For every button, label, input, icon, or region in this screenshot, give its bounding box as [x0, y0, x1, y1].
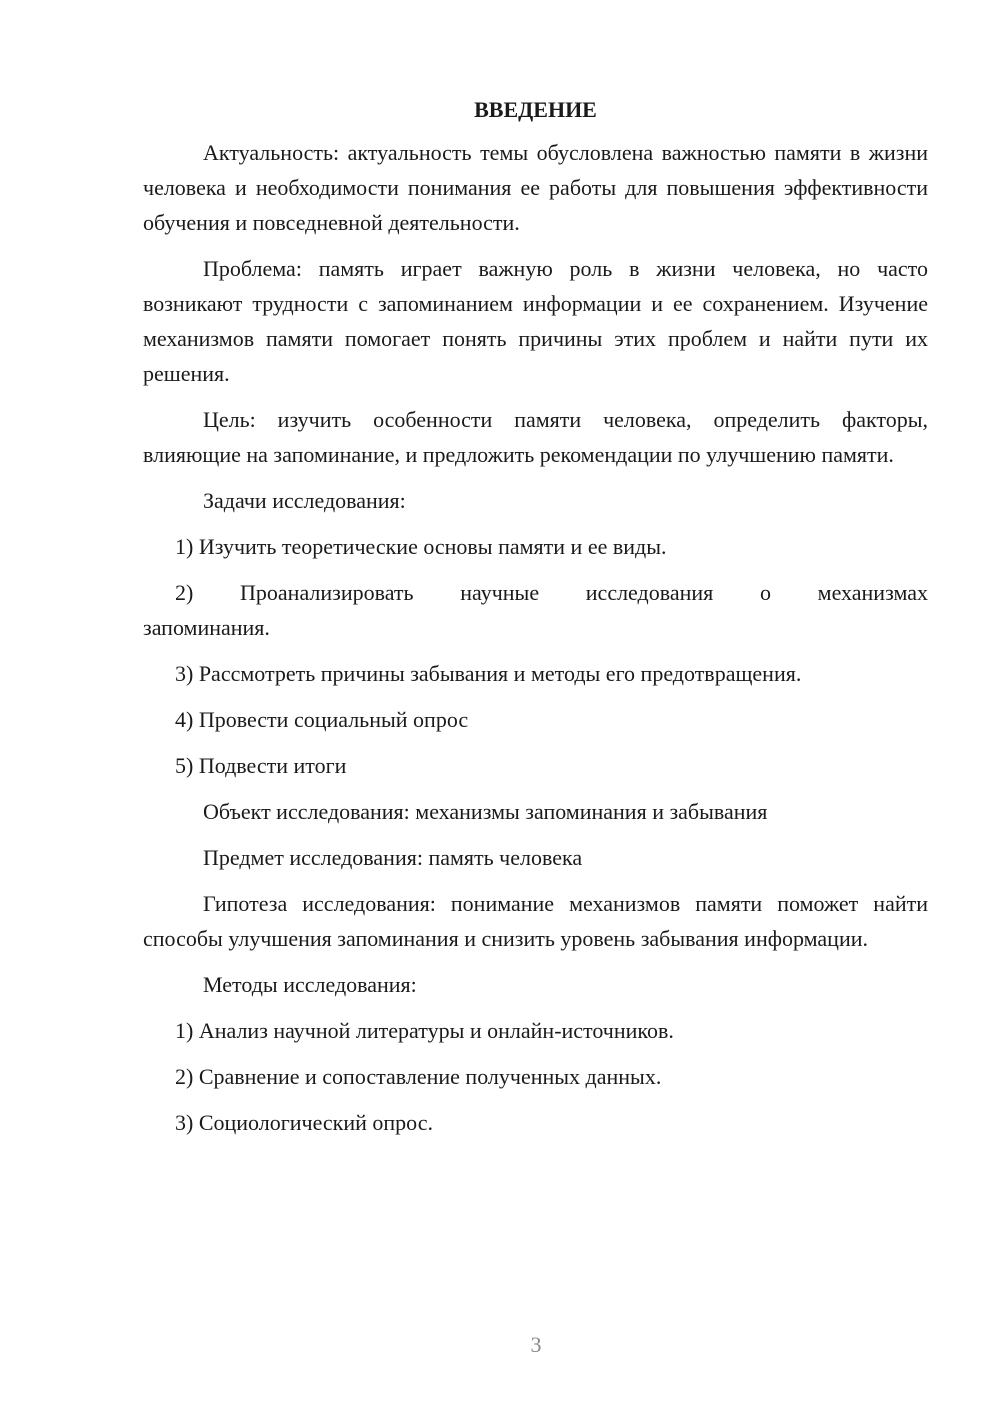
problem-paragraph: Проблема: память играет важную роль в жизни человека, но часто возникают трудности с запоминанием информации и ее сохранением. Изучение механизмов памяти помогает понять причины этих проблем и найти пути их решения.	[143, 256, 928, 386]
method-item-2: 2) Сравнение и сопоставление полученных данных.	[175, 1064, 662, 1089]
task-item-4: 4) Провести социальный опрос	[175, 707, 469, 732]
method-item-3: 3) Социологический опрос.	[175, 1110, 433, 1135]
tasks-heading: Задачи исследования:	[203, 488, 406, 513]
hypothesis-paragraph: Гипотеза исследования: понимание механизмов памяти поможет найти способы улучшения запоминания и снизить уровень забывания информации.	[143, 891, 928, 951]
task-item-1: 1) Изучить теоретические основы памяти и ее виды.	[175, 534, 667, 559]
task-item-2: 2) Проанализировать научные исследования о механизмах запоминания.	[143, 580, 928, 640]
task-item-5: 5) Подвести итоги	[175, 753, 347, 778]
relevance-paragraph: Актуальность: актуальность темы обусловлена важностью памяти в жизни человека и необходимости понимания ее работы для повышения эффективности обучения и повседневной деятельности.	[143, 140, 928, 235]
object-line: Объект исследования: механизмы запоминания и забывания	[203, 799, 768, 824]
methods-heading: Методы исследования:	[203, 972, 417, 997]
method-item-1: 1) Анализ научной литературы и онлайн-источников.	[175, 1018, 674, 1043]
subject-line: Предмет исследования: память человека	[203, 845, 583, 870]
document-body	[143, 95, 928, 1151]
task-item-3: 3) Рассмотреть причины забывания и методы его предотвращения.	[175, 661, 802, 686]
page-number: 3	[530, 1332, 542, 1357]
section-title: ВВЕДЕНИЕ	[474, 97, 597, 122]
goal-paragraph: Цель: изучить особенности памяти человека, определить факторы, влияющие на запоминание, и предложить рекомендации по улучшению памяти.	[143, 407, 928, 467]
